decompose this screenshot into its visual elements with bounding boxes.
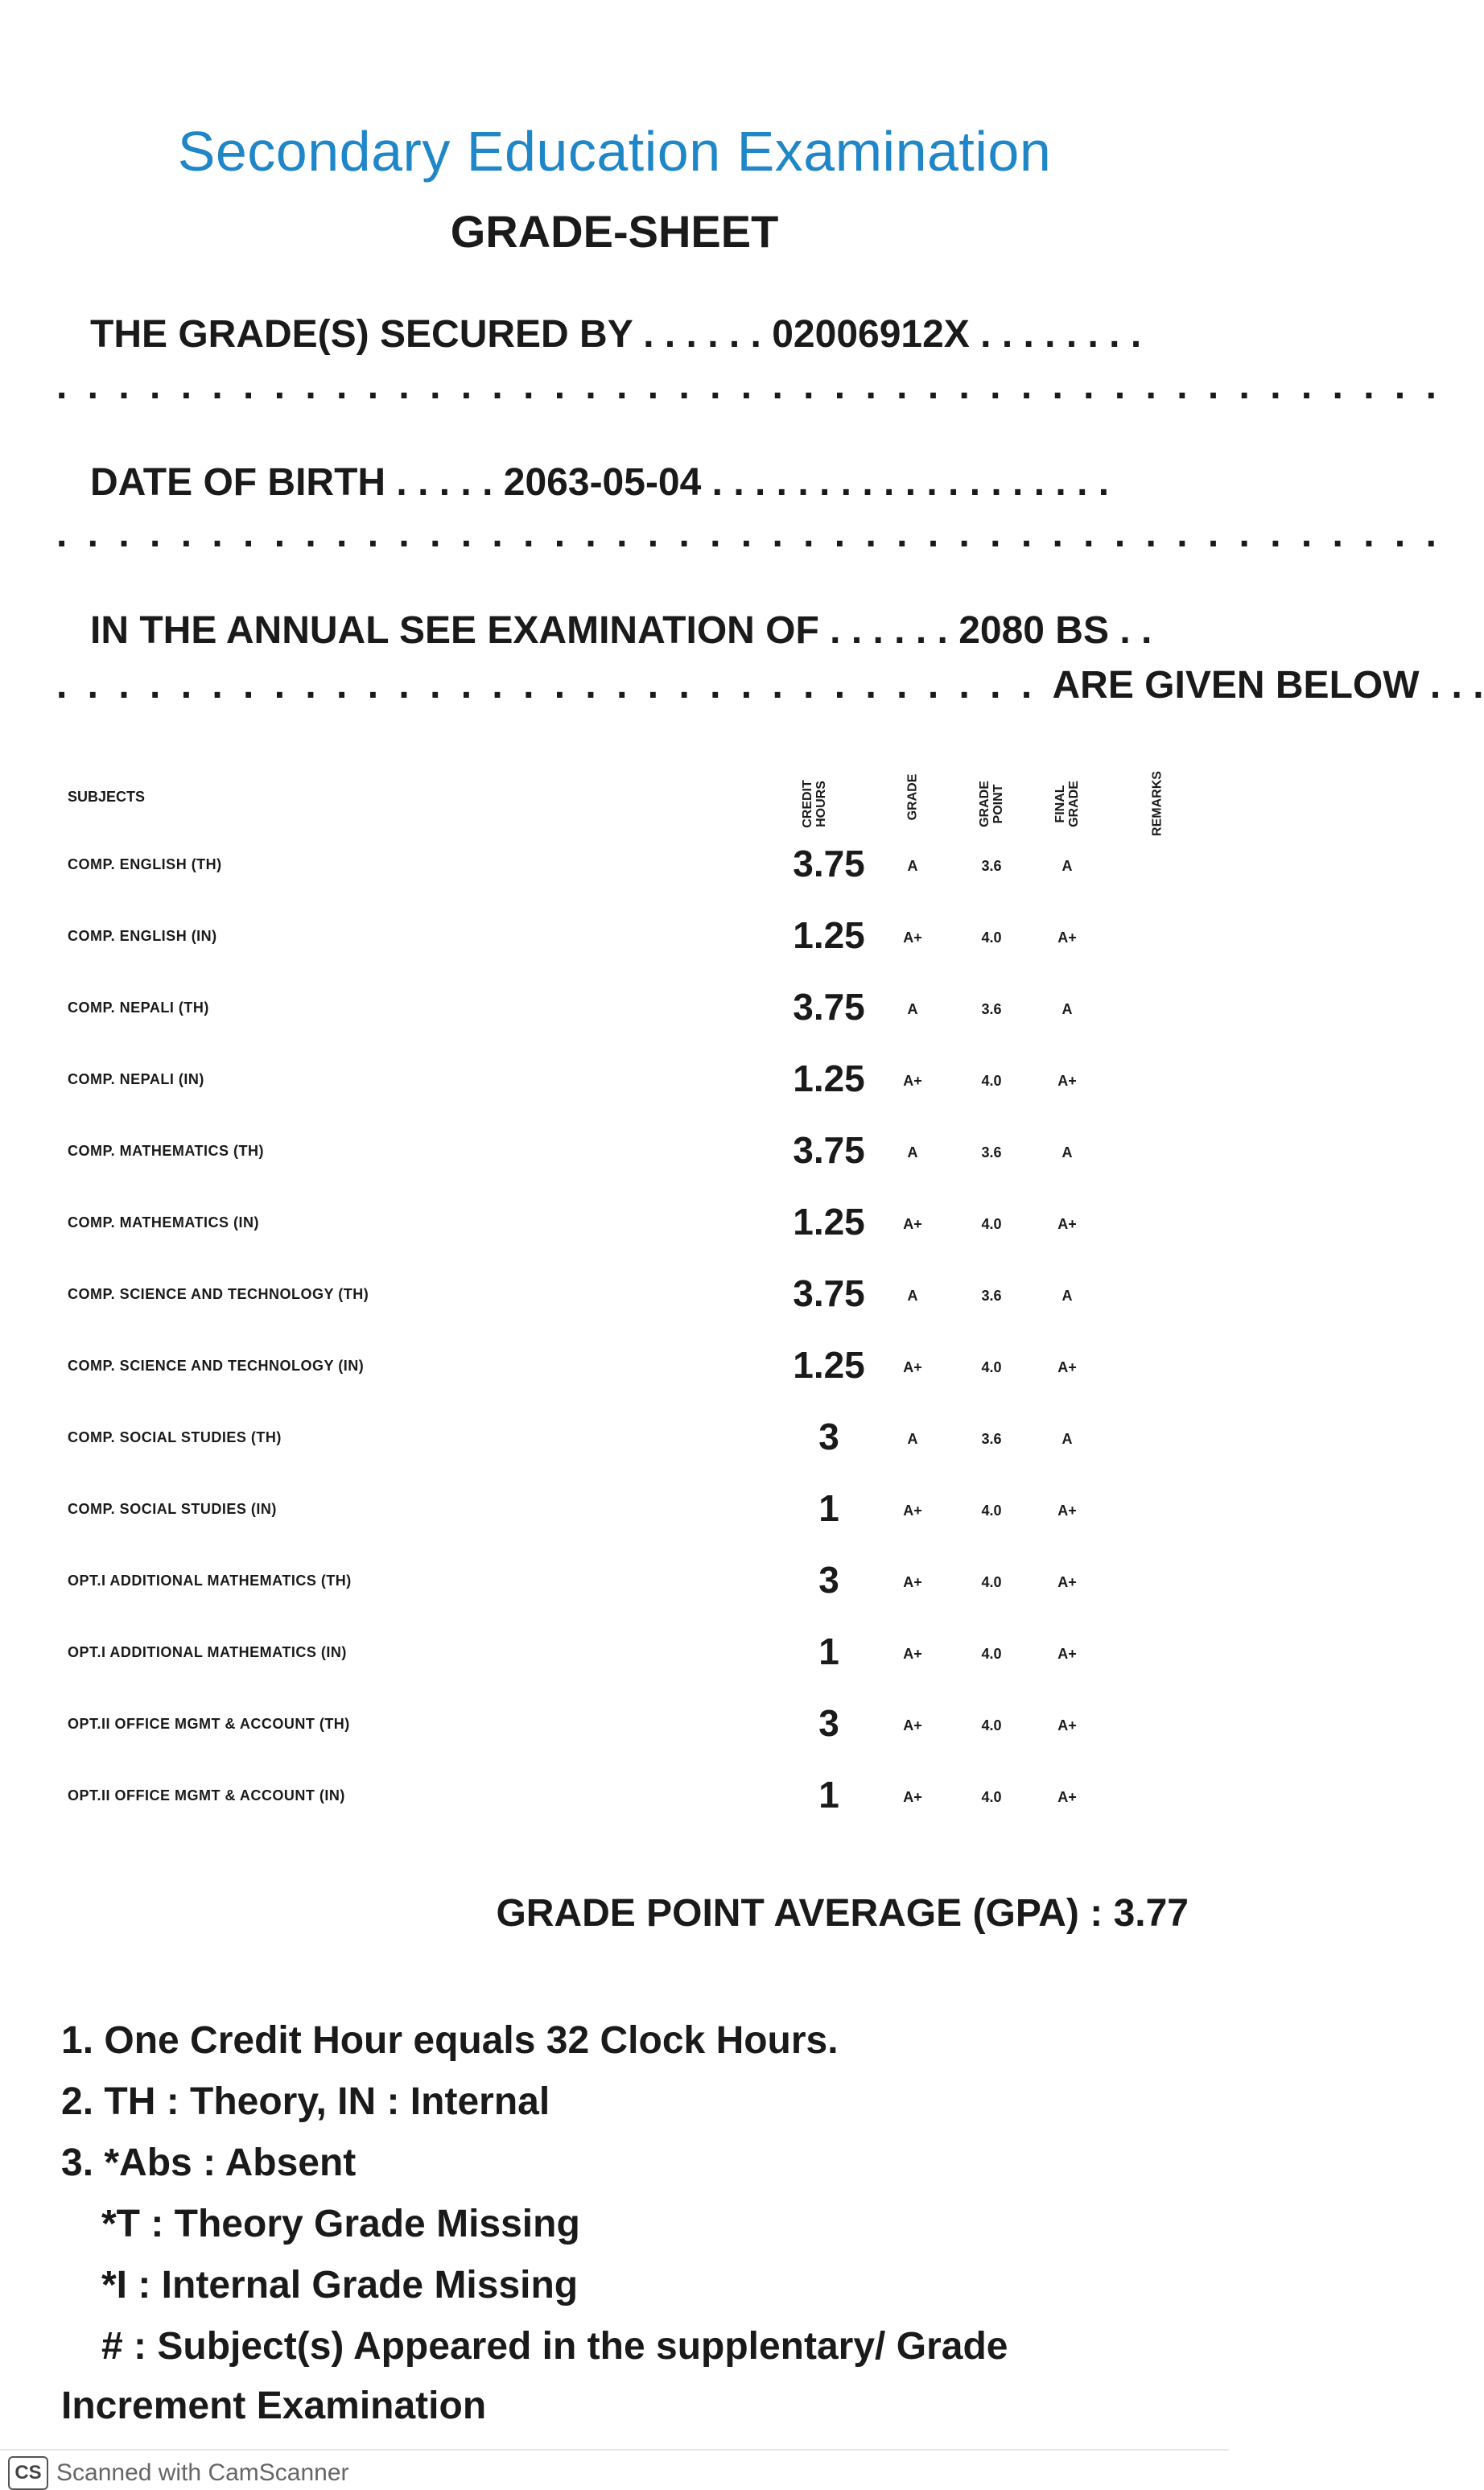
note-item: 1. One Credit Hour equals 32 Clock Hours.	[61, 2019, 839, 2062]
grade-point: 3.6	[981, 858, 1002, 874]
note-item: 2. TH : Theory, IN : Internal	[61, 2080, 550, 2123]
note-item: *I : Internal Grade Missing	[101, 2264, 579, 2307]
header-grade: GRADE	[905, 773, 920, 821]
subject-name: COMP. SOCIAL STUDIES (IN)	[68, 1501, 277, 1517]
grade-point: 4.0	[981, 1359, 1002, 1375]
grade: A+	[903, 1717, 922, 1734]
dot-leader: . . . . .	[385, 461, 504, 504]
subject-name: COMP. ENGLISH (TH)	[68, 856, 222, 872]
grade: A+	[903, 930, 922, 946]
grade-point: 3.6	[981, 1431, 1002, 1447]
subject-name: COMP. MATHEMATICS (IN)	[68, 1214, 259, 1231]
grade: A	[907, 1431, 918, 1447]
dotted-divider: . . . . . . . . . . . . . . . . . . . . . . . . . . . . . . . . . . . . . . . . . . . . .	[56, 365, 1441, 407]
dot-leader: . . . . . . . . . . . . . . . . . . .	[701, 461, 1110, 504]
grade: A	[907, 1001, 918, 1017]
grade: A+	[903, 1789, 922, 1805]
sheet-title: GRADE-SHEET	[450, 206, 779, 257]
subject-name: OPT.II OFFICE MGMT & ACCOUNT (IN)	[68, 1787, 345, 1804]
subject-name: COMP. NEPALI (TH)	[68, 1000, 209, 1016]
secured-by-line	[90, 312, 1141, 357]
dot-leader: . . . . . . . . . . . . . . . . . . . . . . . . . . . . . . . .	[56, 664, 1053, 707]
header-credit-hours: CREDIT HOURS	[801, 780, 828, 828]
final-grade: A+	[1057, 1216, 1077, 1232]
grade: A+	[903, 1503, 922, 1519]
secured-by-value: 02006912X	[772, 313, 970, 356]
grade-point: 4.0	[981, 1717, 1002, 1734]
credit-hours: 1.25	[793, 1057, 865, 1099]
credit-hours: 3.75	[793, 1129, 865, 1171]
note-item: # : Subject(s) Appeared in the supplentary/ Grade	[101, 2325, 1008, 2368]
grade-point: 4.0	[981, 1574, 1002, 1590]
grade-point: 4.0	[981, 1073, 1002, 1089]
grade: A	[907, 1144, 918, 1160]
final-grade: A	[1061, 1001, 1073, 1017]
final-grade: A+	[1057, 1789, 1077, 1805]
dot-leader: . . .	[1419, 664, 1484, 707]
grade: A+	[903, 1359, 922, 1375]
dotted-divider: . . . . . . . . . . . . . . . . . . . . . . . . . . . . . . . . . . . . . . . . . . . . .	[56, 513, 1441, 555]
secured-by-label: THE GRADE(S) SECURED BY	[90, 313, 633, 356]
credit-hours: 1	[818, 1630, 839, 1672]
given-below-label: ARE GIVEN BELOW	[1052, 664, 1420, 707]
subject-name: OPT.I ADDITIONAL MATHEMATICS (IN)	[68, 1644, 347, 1660]
grade: A+	[903, 1574, 922, 1590]
final-grade: A+	[1057, 1503, 1077, 1519]
note-item: 3. *Abs : Absent	[61, 2142, 357, 2184]
final-grade: A	[1061, 1288, 1073, 1304]
dob-label: DATE OF BIRTH	[90, 461, 386, 504]
dot-leader: . . . . . .	[632, 313, 773, 356]
final-grade: A+	[1057, 1359, 1077, 1375]
header-grade-point: GRADE POINT	[978, 781, 1005, 827]
dot-leader: . . . . . . . .	[969, 313, 1142, 356]
dot-leader: . .	[1108, 609, 1152, 652]
grade-point: 4.0	[981, 930, 1002, 946]
note-item: *T : Theory Grade Missing	[101, 2203, 580, 2245]
grade-point: 3.6	[981, 1144, 1002, 1160]
grade: A	[907, 858, 918, 874]
exam-title: Secondary Education Examination	[177, 120, 1052, 183]
header-final-grade: FINAL GRADE	[1053, 781, 1081, 827]
grade: A+	[903, 1646, 922, 1662]
dob-value: 2063-05-04	[503, 461, 702, 504]
grade: A	[907, 1288, 918, 1304]
grade-point: 3.6	[981, 1288, 1002, 1304]
gpa-summary: GRADE POINT AVERAGE (GPA) : 3.77	[496, 1892, 1189, 1935]
credit-hours: 3.75	[793, 843, 865, 884]
credit-hours: 3.75	[793, 986, 865, 1028]
credit-hours: 1.25	[793, 1201, 865, 1243]
scanner-watermark: Scanned with CamScanner	[56, 2459, 349, 2486]
subject-name: COMP. ENGLISH (IN)	[68, 928, 217, 944]
grade: A+	[903, 1216, 922, 1232]
credit-hours: 3	[818, 1416, 839, 1457]
grade-point: 4.0	[981, 1789, 1002, 1805]
exam-value: 2080 BS	[958, 609, 1109, 652]
subject-name: COMP. SCIENCE AND TECHNOLOGY (TH)	[68, 1286, 369, 1302]
subject-name: COMP. NEPALI (IN)	[68, 1071, 204, 1087]
final-grade: A+	[1057, 1717, 1077, 1734]
dob-line	[90, 460, 1109, 505]
final-grade: A+	[1057, 930, 1077, 946]
grade-point: 4.0	[981, 1503, 1002, 1519]
final-grade: A	[1061, 1431, 1073, 1447]
header-remarks: REMARKS	[1150, 771, 1165, 836]
credit-hours: 1.25	[793, 1344, 865, 1386]
given-below-line	[56, 663, 1484, 707]
subject-name: OPT.I ADDITIONAL MATHEMATICS (TH)	[68, 1573, 352, 1589]
subject-name: COMP. MATHEMATICS (TH)	[68, 1143, 264, 1159]
note-item: Increment Examination	[61, 2385, 487, 2427]
grade-point: 4.0	[981, 1646, 1002, 1662]
dot-leader: . . . . . .	[818, 609, 959, 652]
camscanner-logo-icon: CS	[8, 2456, 48, 2490]
grade: A+	[903, 1073, 922, 1089]
grade-point: 3.6	[981, 1001, 1002, 1017]
header-subjects: SUBJECTS	[68, 789, 146, 805]
subject-name: COMP. SCIENCE AND TECHNOLOGY (IN)	[68, 1358, 365, 1374]
final-grade: A+	[1057, 1646, 1077, 1662]
credit-hours: 1	[818, 1774, 839, 1816]
exam-line	[90, 608, 1152, 653]
credit-hours: 1	[818, 1487, 839, 1529]
credit-hours: 1.25	[793, 914, 865, 956]
credit-hours: 3	[818, 1559, 839, 1601]
final-grade: A	[1061, 1144, 1073, 1160]
subject-name: OPT.II OFFICE MGMT & ACCOUNT (TH)	[68, 1716, 350, 1732]
final-grade: A+	[1057, 1073, 1077, 1089]
credit-hours: 3	[818, 1702, 839, 1744]
grade-point: 4.0	[981, 1216, 1002, 1232]
subject-name: COMP. SOCIAL STUDIES (TH)	[68, 1429, 282, 1445]
footer-divider	[0, 2449, 1229, 2451]
final-grade: A	[1061, 858, 1073, 874]
exam-label: IN THE ANNUAL SEE EXAMINATION OF	[90, 609, 819, 652]
credit-hours: 3.75	[793, 1272, 865, 1314]
final-grade: A+	[1057, 1574, 1077, 1590]
